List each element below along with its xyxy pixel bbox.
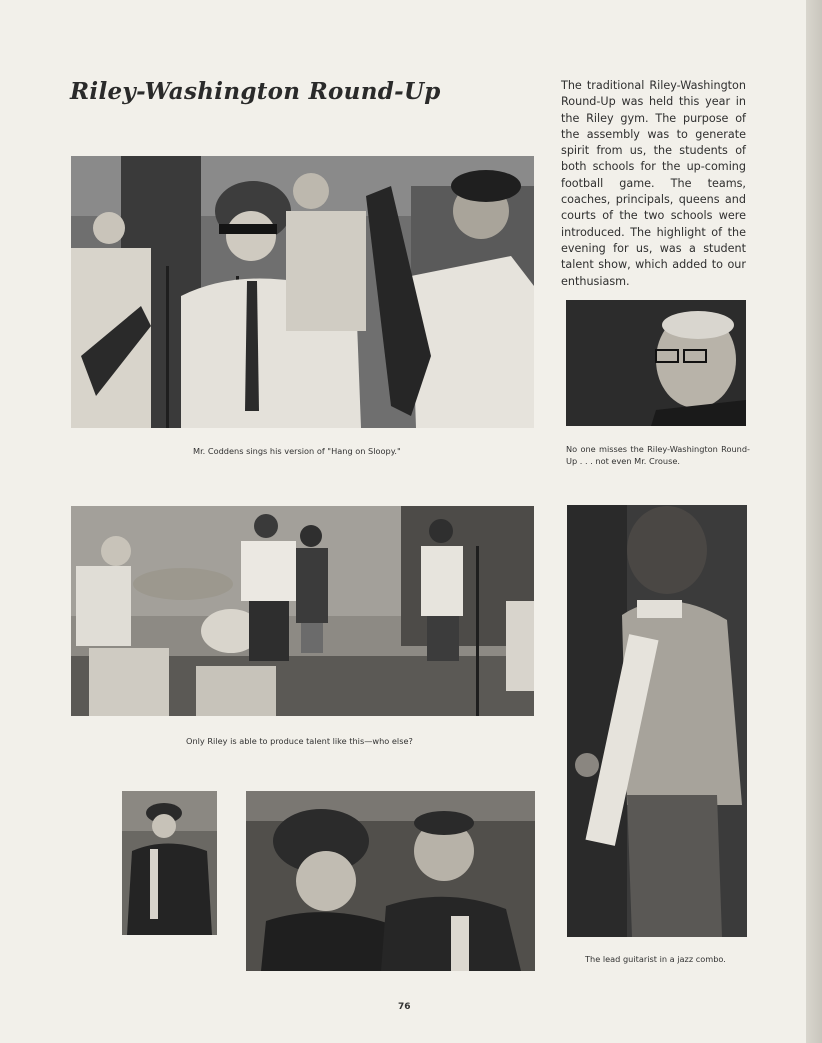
guitarist-photo [567, 505, 747, 937]
crouse-photo-caption: No one misses the Riley-Washington Round-Up . . . not even Mr. Crouse. [566, 444, 750, 466]
crouse-photo [566, 300, 746, 426]
helmet-men-photo [246, 791, 535, 971]
helmet-portrait-photo [122, 791, 217, 935]
band-photo [71, 156, 534, 428]
band-photo-caption: Mr. Coddens sings his version of "Hang on Sloopy." [193, 446, 401, 456]
talent-show-photo [71, 506, 534, 716]
page-title: Riley-Washington Round-Up [70, 78, 441, 105]
page-spine-shadow [806, 0, 822, 1043]
intro-paragraph: The traditional Riley-Washington Round-Up was held this year in the Riley gym. The purpose of the assembly was to generate spirit from us, the students of both schools for the up-coming football game. The teams, coaches, principals, queens and courts of the two schools were introduced. The highlight of the evening for us, was a student talent show, which added to our enthusiasm. [561, 79, 746, 288]
guitarist-photo-caption: The lead guitarist in a jazz combo. [585, 954, 726, 964]
page-number: 76 [398, 1002, 411, 1012]
talent-show-caption: Only Riley is able to produce talent like this—who else? [186, 736, 413, 746]
